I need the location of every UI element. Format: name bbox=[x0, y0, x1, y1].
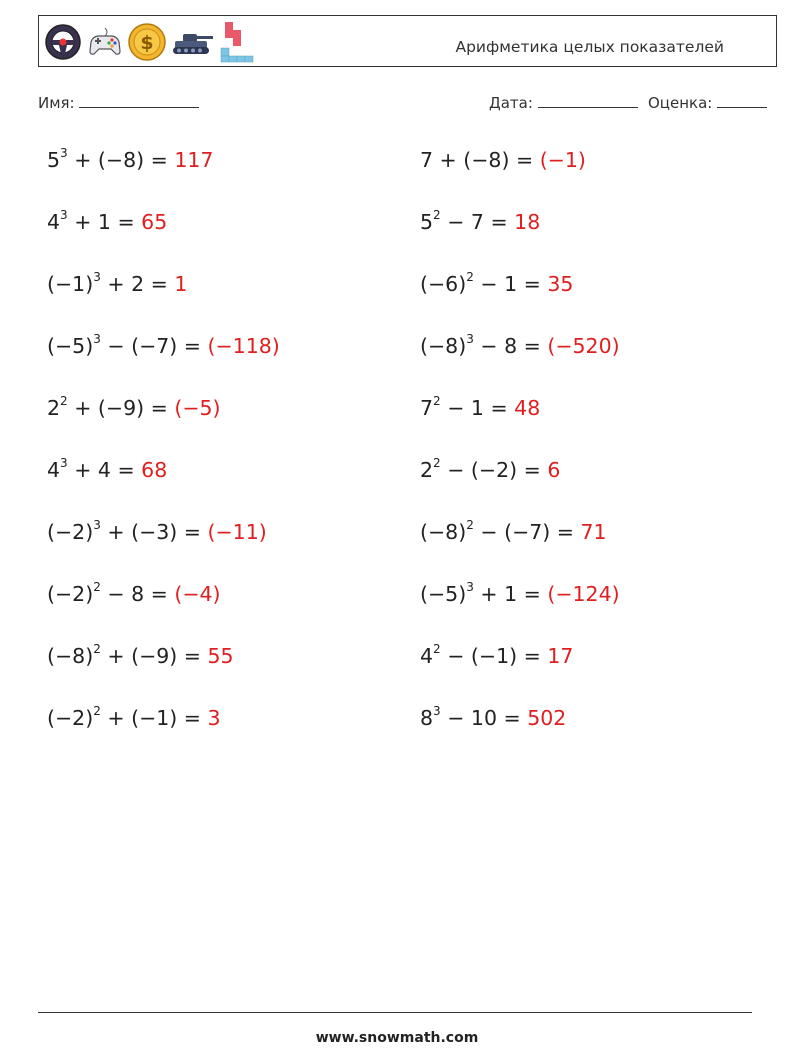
worksheet-header bbox=[38, 15, 777, 67]
problem-base: (−2) bbox=[47, 706, 94, 730]
problem-base: (−6) bbox=[420, 272, 467, 296]
problem-exponent: 2 bbox=[60, 394, 68, 409]
problem-answer: (−4) bbox=[174, 582, 221, 606]
problem-answer: (−118) bbox=[207, 334, 280, 358]
problem-base: 2 bbox=[47, 396, 61, 420]
problem-item bbox=[420, 210, 540, 234]
problem-expression: − (−7) = bbox=[100, 334, 208, 358]
dollar-coin-icon bbox=[127, 22, 167, 62]
problem-item bbox=[420, 396, 540, 420]
problem-expression: + 1 = bbox=[473, 582, 548, 606]
problem-exponent: 3 bbox=[60, 208, 68, 223]
problem-item bbox=[47, 644, 234, 668]
problem-exponent: 2 bbox=[433, 642, 441, 657]
problem-expression: + (−8) = bbox=[67, 148, 175, 172]
problem-answer: 68 bbox=[141, 458, 168, 482]
problem-exponent: 2 bbox=[433, 394, 441, 409]
score-label: Оценка: bbox=[648, 94, 713, 112]
name-field[interactable] bbox=[38, 93, 199, 112]
score-field[interactable] bbox=[648, 93, 767, 112]
worksheet-title: Арифметика целых показателей bbox=[455, 38, 724, 56]
problem-answer: 1 bbox=[174, 272, 188, 296]
problem-base: 8 bbox=[420, 706, 434, 730]
problem-expression: + (−9) = bbox=[67, 396, 175, 420]
problem-base: 5 bbox=[47, 148, 61, 172]
problem-base: 2 bbox=[420, 458, 434, 482]
problem-answer: 65 bbox=[141, 210, 168, 234]
problem-exponent: 2 bbox=[466, 518, 474, 533]
date-blank[interactable] bbox=[538, 93, 638, 108]
problem-answer: (−5) bbox=[174, 396, 221, 420]
problem-expression: + 4 = bbox=[67, 458, 142, 482]
problem-expression: − 8 = bbox=[100, 582, 175, 606]
problem-item bbox=[420, 458, 560, 482]
problem-exponent: 2 bbox=[93, 704, 101, 719]
problem-expression: + (−9) = bbox=[100, 644, 208, 668]
problem-answer: 71 bbox=[580, 520, 607, 544]
problem-item bbox=[47, 210, 167, 234]
footer-divider bbox=[38, 1012, 752, 1013]
problem-expression: − 1 = bbox=[473, 272, 548, 296]
problem-item bbox=[420, 644, 573, 668]
problem-answer: (−11) bbox=[207, 520, 267, 544]
problem-item bbox=[420, 520, 607, 544]
problem-answer: 18 bbox=[514, 210, 541, 234]
problem-exponent: 2 bbox=[93, 580, 101, 595]
problem-base: 7 bbox=[420, 396, 434, 420]
problem-exponent: 3 bbox=[93, 518, 101, 533]
problem-base: 4 bbox=[47, 458, 61, 482]
score-blank[interactable] bbox=[717, 93, 767, 108]
problem-answer: (−1) bbox=[539, 148, 586, 172]
problem-exponent: 2 bbox=[433, 208, 441, 223]
problem-base: (−2) bbox=[47, 520, 94, 544]
problem-item bbox=[47, 334, 280, 358]
problem-answer: 502 bbox=[527, 706, 567, 730]
problem-item bbox=[420, 148, 586, 172]
problem-exponent: 3 bbox=[60, 456, 68, 471]
problem-base: 4 bbox=[420, 644, 434, 668]
problem-expression: − 8 = bbox=[473, 334, 548, 358]
problem-exponent: 2 bbox=[93, 642, 101, 657]
problem-expression: + (−3) = bbox=[100, 520, 208, 544]
header-icons bbox=[43, 20, 255, 64]
problem-answer: 48 bbox=[514, 396, 541, 420]
problem-exponent: 3 bbox=[93, 270, 101, 285]
tetris-blocks-icon bbox=[219, 20, 255, 64]
problem-item bbox=[47, 458, 167, 482]
problem-base: (−8) bbox=[47, 644, 94, 668]
problem-answer: 17 bbox=[547, 644, 574, 668]
problem-expression: − 7 = bbox=[440, 210, 515, 234]
problem-expression: 7 + (−8) = bbox=[420, 148, 540, 172]
problem-base: (−5) bbox=[420, 582, 467, 606]
problem-answer: 3 bbox=[207, 706, 221, 730]
name-label: Имя: bbox=[38, 94, 75, 112]
problem-expression: − (−7) = bbox=[473, 520, 581, 544]
problem-expression: + (−1) = bbox=[100, 706, 208, 730]
problem-exponent: 3 bbox=[433, 704, 441, 719]
problem-expression: − (−2) = bbox=[440, 458, 548, 482]
problem-answer: (−124) bbox=[547, 582, 620, 606]
svg-text:$: $ bbox=[140, 32, 154, 54]
problem-item bbox=[47, 706, 221, 730]
problem-answer: 55 bbox=[207, 644, 234, 668]
problem-item bbox=[420, 706, 566, 730]
gamepad-icon bbox=[87, 24, 123, 60]
problem-expression: + 2 = bbox=[100, 272, 175, 296]
problem-item bbox=[47, 148, 213, 172]
problem-item bbox=[420, 582, 620, 606]
footer-url: www.snowmath.com bbox=[315, 1030, 479, 1046]
steering-wheel-icon bbox=[43, 22, 83, 62]
problem-answer: 6 bbox=[547, 458, 561, 482]
problem-item bbox=[47, 520, 267, 544]
problem-item bbox=[420, 334, 620, 358]
problem-base: 4 bbox=[47, 210, 61, 234]
problem-base: (−2) bbox=[47, 582, 94, 606]
problem-exponent: 2 bbox=[466, 270, 474, 285]
problem-base: (−8) bbox=[420, 520, 467, 544]
problem-item bbox=[420, 272, 573, 296]
problem-base: (−5) bbox=[47, 334, 94, 358]
problem-item bbox=[47, 582, 221, 606]
problem-answer: (−520) bbox=[547, 334, 620, 358]
date-label: Дата: bbox=[489, 94, 533, 112]
problem-base: (−8) bbox=[420, 334, 467, 358]
problem-base: 5 bbox=[420, 210, 434, 234]
problem-expression: + 1 = bbox=[67, 210, 142, 234]
problem-expression: − 1 = bbox=[440, 396, 515, 420]
problem-answer: 35 bbox=[547, 272, 574, 296]
name-blank[interactable] bbox=[79, 93, 199, 108]
problem-item bbox=[47, 396, 221, 420]
problem-exponent: 3 bbox=[466, 580, 474, 595]
tank-icon bbox=[171, 26, 215, 58]
problem-item bbox=[47, 272, 187, 296]
problem-expression: − (−1) = bbox=[440, 644, 548, 668]
problem-exponent: 3 bbox=[93, 332, 101, 347]
problem-answer: 117 bbox=[174, 148, 214, 172]
problem-expression: − 10 = bbox=[440, 706, 528, 730]
date-field[interactable] bbox=[489, 93, 638, 112]
problem-exponent: 2 bbox=[433, 456, 441, 471]
problem-base: (−1) bbox=[47, 272, 94, 296]
problem-exponent: 3 bbox=[60, 146, 68, 161]
problem-exponent: 3 bbox=[466, 332, 474, 347]
